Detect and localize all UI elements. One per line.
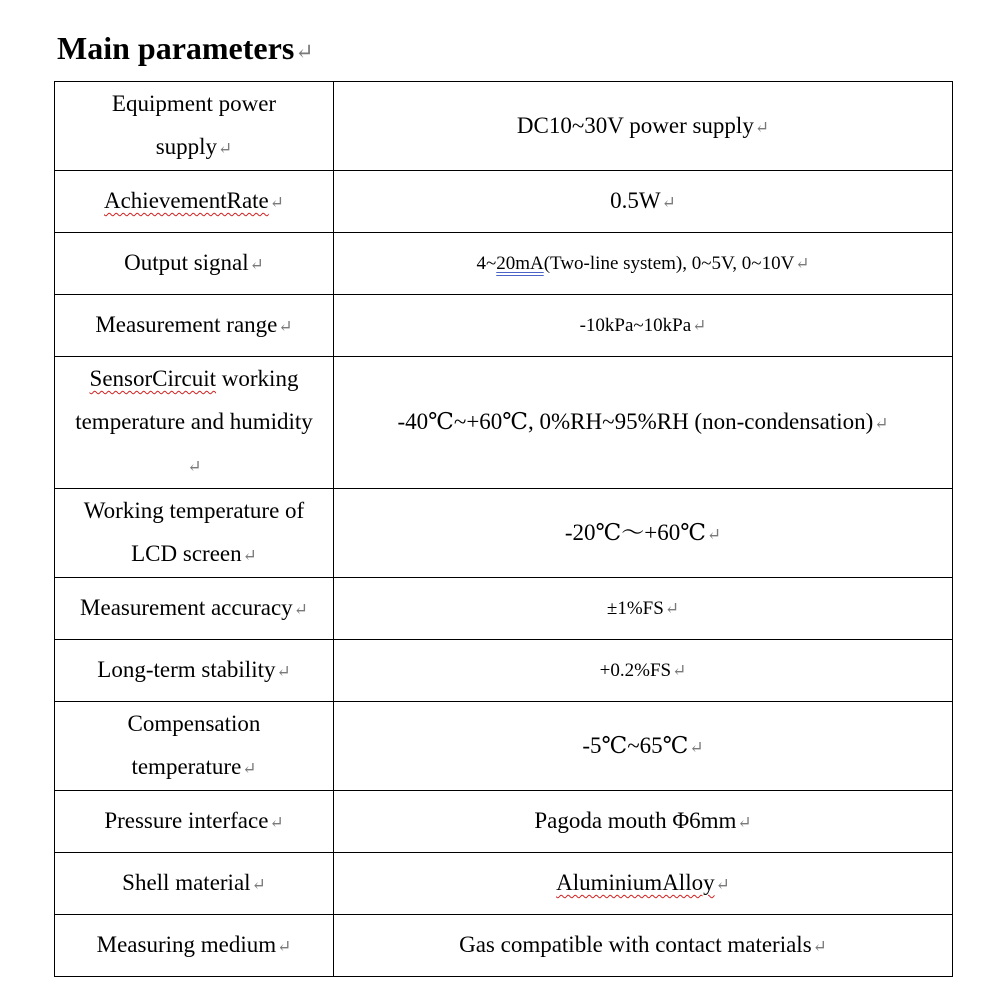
page-title-text: Main parameters: [57, 30, 295, 66]
parameter-label: Equipment power supply↵: [55, 82, 334, 171]
parameter-value: +0.2%FS↵: [334, 640, 953, 702]
parameter-value: -5℃~65℃↵: [334, 702, 953, 791]
return-mark-icon: ↵: [706, 524, 722, 544]
return-mark-icon: ↵: [295, 39, 314, 64]
return-mark-icon: ↵: [242, 759, 257, 778]
return-mark-icon: ↵: [269, 193, 284, 212]
return-mark-icon: ↵: [269, 813, 284, 832]
return-mark-icon: ↵: [661, 193, 676, 212]
parameter-value: Gas compatible with contact materials↵: [334, 915, 953, 977]
page-title: [57, 26, 314, 74]
return-mark-icon: ↵: [795, 254, 810, 273]
return-mark-icon: ↵: [754, 117, 770, 137]
table-row: [55, 702, 953, 791]
return-mark-icon: ↵: [251, 875, 266, 894]
parameter-value: DC10~30V power supply↵: [334, 82, 953, 171]
return-mark-icon: ↵: [278, 317, 293, 336]
return-mark-icon: ↵: [218, 139, 233, 158]
return-mark-icon: ↵: [737, 813, 752, 832]
parameter-label: Long-term stability↵: [55, 640, 334, 702]
table-row: [55, 233, 953, 295]
return-mark-icon: ↵: [692, 316, 707, 335]
return-mark-icon: ↵: [715, 875, 730, 894]
parameter-label: Measurement range↵: [55, 295, 334, 357]
table-row: [55, 295, 953, 357]
table-row: [55, 640, 953, 702]
parameter-value: ±1%FS↵: [334, 578, 953, 640]
return-mark-icon: ↵: [664, 599, 680, 618]
parameter-label: Output signal↵: [55, 233, 334, 295]
parameter-label: Measuring medium↵: [55, 915, 334, 977]
parameter-value: -20℃～+60℃↵: [334, 489, 953, 578]
parameter-label: Measurement accuracy↵: [55, 578, 334, 640]
table-row: [55, 578, 953, 640]
parameter-label: Compensation temperature↵: [55, 702, 334, 791]
return-mark-icon: ↵: [672, 661, 687, 680]
table-row: [55, 853, 953, 915]
parameter-value: -40℃~+60℃, 0%RH~95%RH (non-condensation)↵: [334, 357, 953, 489]
parameter-label: Shell material↵: [55, 853, 334, 915]
parameter-value: -10kPa~10kPa↵: [334, 295, 953, 357]
return-mark-icon: ↵: [277, 937, 292, 956]
return-mark-icon: ↵: [812, 937, 827, 956]
return-mark-icon: ↵: [242, 546, 257, 565]
table-row: [55, 171, 953, 233]
parameter-value: AluminiumAlloy↵: [334, 853, 953, 915]
table-row: [55, 791, 953, 853]
table-row: [55, 489, 953, 578]
table-row: [55, 915, 953, 977]
parameter-label: AchievementRate↵: [55, 171, 334, 233]
return-mark-icon: ↵: [689, 737, 704, 757]
table-row: [55, 357, 953, 489]
return-mark-icon: ↵: [276, 662, 291, 681]
parameters-table: [54, 81, 953, 977]
parameter-value: 0.5W↵: [334, 171, 953, 233]
return-mark-icon: ↵: [187, 457, 202, 476]
parameter-label: SensorCircuit working temperature and humidity↵: [55, 357, 334, 489]
parameter-label: Working temperature of LCD screen↵: [55, 489, 334, 578]
parameter-label: Pressure interface↵: [55, 791, 334, 853]
parameter-value: 4~20mA(Two-line system), 0~5V, 0~10V↵: [334, 233, 953, 295]
return-mark-icon: ↵: [874, 414, 889, 433]
table-row: [55, 82, 953, 171]
parameter-value: Pagoda mouth Φ6mm↵: [334, 791, 953, 853]
return-mark-icon: ↵: [293, 600, 308, 619]
return-mark-icon: ↵: [249, 255, 264, 274]
